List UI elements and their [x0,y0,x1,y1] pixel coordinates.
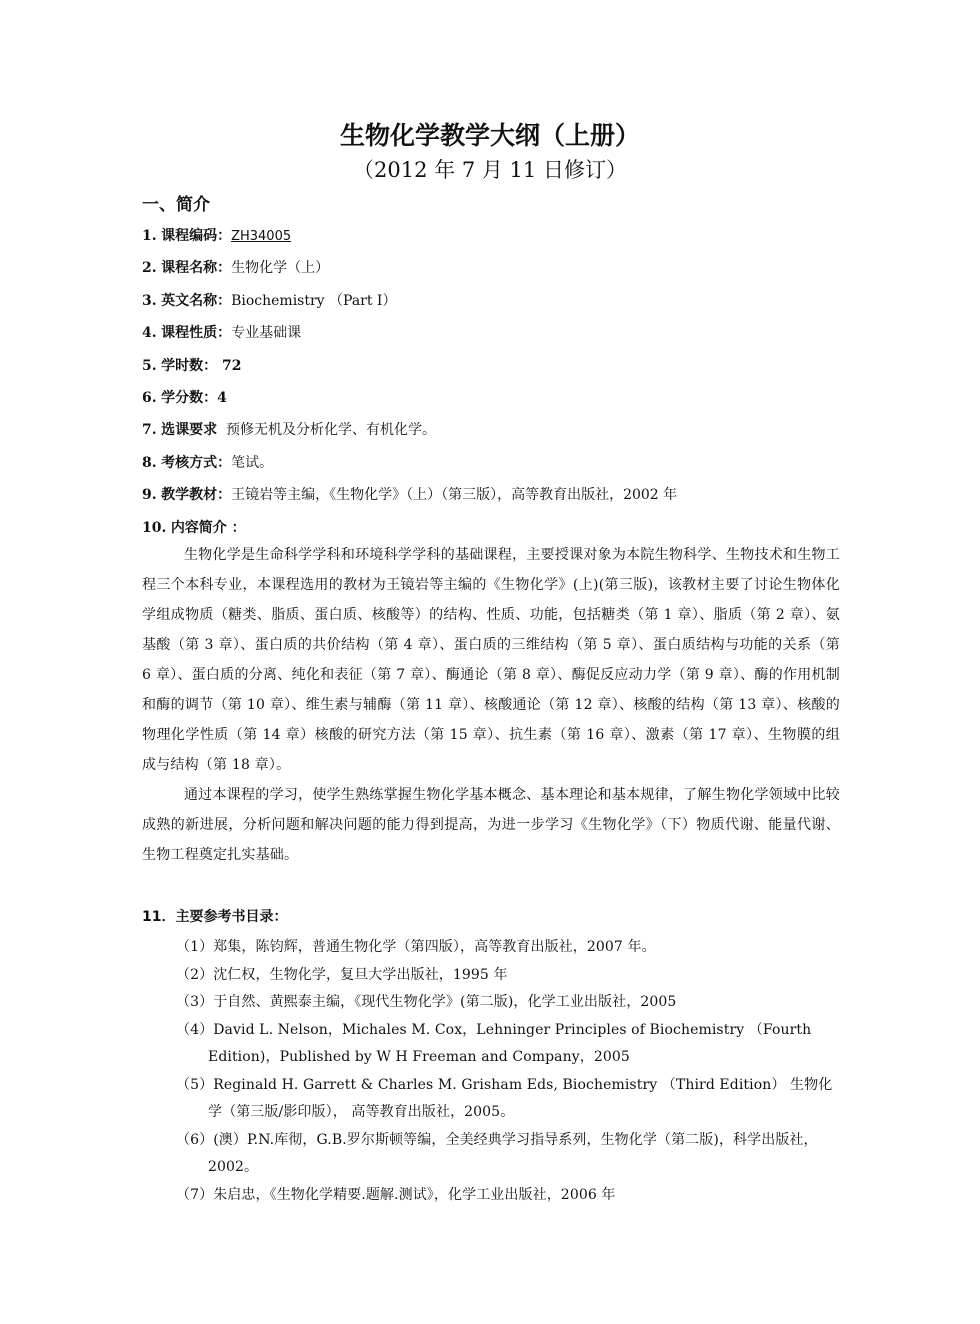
list-item [142,323,842,355]
reference-item: （1）郑集，陈钧辉，普通生物化学（第四版），高等教育出版社，2007 年。 [176,939,656,955]
reference-item: （2）沈仁权，生物化学，复旦大学出版社，1995 年 [176,966,508,983]
list-item [142,356,842,388]
section-heading: 一、简介 [142,195,210,215]
list-item [142,226,842,258]
content-intro [142,540,840,870]
item-value: 4 [217,389,227,406]
item-label: 考核方式： [161,454,232,471]
item-label: 英文名称： [161,292,232,309]
item-number: 8. [142,454,157,471]
reference-item: （7）朱启忠，《生物化学精要.题解.测试》，化学工业出版社，2006 年 [176,1186,616,1203]
course-code: ZH34005 [231,229,292,244]
item-number: 4. [142,325,157,342]
item-number: 1. [142,228,157,244]
item-number: 6. [142,389,157,406]
reference-item: （3）于自然、黄熙泰主编，《现代生物化学》(第二版)，化学工业出版社，2005 [176,994,677,1010]
item-label: 学分数： [161,389,218,406]
course-info-list [142,226,842,550]
intro-paragraph: 通过本课程的学习，使学生熟练掌握生物化学基本概念、基本理论和基本规律，了解生物化学领域中比较成熟的新进展，分析问题和解决问题的能力得到提高，为进一步学习《生物化学》（下）物质代谢、能量代谢、生物工程奠定扎实基础。 [142,787,840,863]
item-label: 课程名称： [161,260,232,277]
list-item [142,420,842,452]
item-label: 学时数： [161,357,218,374]
reference-item: （6）(澳）P.N.库彻，G.B.罗尔斯顿等编，全美经典学习指导系列，生物化学（第二版)，科学出版社，2002。 [176,1131,818,1175]
item-value: 专业基础课 [231,325,302,342]
item-number: 2. [142,260,157,277]
reference-item: （4）David L. Nelson，Michales M. Cox，Lehninger Principles of Biochemistry （Fourth Edition)，Published by W H Freeman and Company，2005 [176,1021,812,1065]
item-number: 10. [142,519,167,536]
item-value: 王镜岩等主编，《生物化学》（上）（第三版），高等教育出版社，2002 年 [231,487,678,504]
item-label: 选课要求 [161,422,218,439]
item-value: 生物化学（上） [231,260,330,277]
item-label: 内容简介 ： [170,519,246,536]
list-item [142,388,842,420]
intro-paragraph: 生物化学是生命科学学科和环境科学学科的基础课程，主要授课对象为本院生物科学、生物技术和生物工程三个本科专业，本课程选用的教材为王镜岩等主编的《生物化学》(上)(第三版)，该教材主要了讨论生物体化学组成物质（糖类、脂质、蛋白质、核酸等）的结构、性质、功能，包括糖类（第 1 章）、脂质（第 2 章）、氨基酸（第 3 章）、蛋白质的共价结构（第 4 章）、蛋白质的三维结构（第 5 章）、蛋白质结构与功能的关系（第 6 章）、蛋白质的分离、纯化和表征（第 7 章）、酶通论（第 8 章）、酶促反应动力学（第 9 章）、酶的作用机制和酶的调节（第 10 章）、维生素与辅酶（第 11 章）、核酸通论（第 12 章）、核酸的结构（第 13 章）、核酸的物理化学性质（第 14 章）核酸的研究方法（第 15 章）、抗生素（第 16 章）、激素（第 17 章）、生物膜的组成与结构（第 18 章）。 [142,547,840,773]
item-value: 72 [217,357,242,374]
item-number: 7. [142,422,157,439]
item-number: 9. [142,487,157,504]
page-title: 生物化学教学大纲（上册） [339,121,640,150]
item-number: 5. [142,357,157,374]
item-label: 课程编码： [161,228,232,244]
list-item [142,453,842,485]
item-label: 教学教材： [161,487,232,504]
references-list [176,934,840,1209]
list-item [142,291,842,323]
reference-item: （5）Reginald H. Garrett & Charles M. Grisham Eds, Biochemistry （Third Edition） 生物化学（第三版/影印版）， 高等教育出版社，2005。 [176,1076,833,1120]
item-value: 预修无机及分析化学、有机化学。 [217,422,436,439]
item-value: Biochemistry （Part I） [231,292,397,309]
item-number: 3. [142,292,157,309]
list-item [142,485,842,517]
revision-date: （2012 年 7 月 11 日修订） [353,158,627,182]
item-value: 笔试。 [231,454,274,471]
list-item [142,258,842,290]
references-heading: 11．主要参考书目录： [142,909,288,925]
item-label: 课程性质： [161,325,232,342]
